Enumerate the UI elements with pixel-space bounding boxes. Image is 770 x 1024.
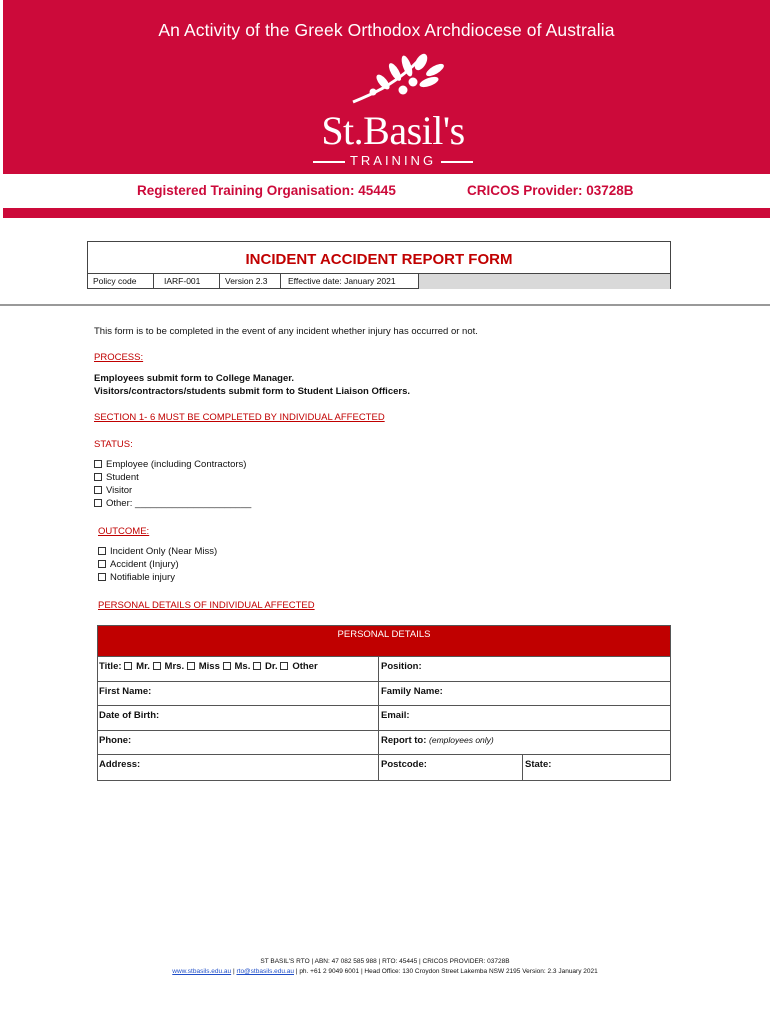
table-row — [98, 731, 670, 756]
policy-code-label: Policy code — [88, 274, 154, 289]
status-option-visitor[interactable] — [94, 484, 132, 497]
olive-branch-icon — [303, 52, 483, 112]
report-to-field[interactable] — [379, 731, 494, 755]
checkbox[interactable] — [280, 662, 288, 670]
policy-row — [88, 273, 670, 288]
footer-line-1: ST BASIL'S RTO | ABN: 47 082 585 988 | RTO: 45445 | CRICOS PROVIDER: 03728B — [260, 958, 510, 965]
state-field[interactable]: State: — [525, 759, 552, 770]
website-link[interactable]: www.stbasils.edu.au — [172, 968, 232, 975]
process-line-1: Employees submit form to College Manager. — [94, 373, 295, 384]
checkbox[interactable] — [98, 560, 106, 568]
personal-details-table — [97, 625, 671, 781]
family-name-field[interactable]: Family Name: — [381, 685, 443, 697]
option-label: Dr. — [264, 661, 278, 672]
option-label: Mrs. — [164, 661, 185, 672]
address-field[interactable]: Address: — [98, 755, 379, 780]
position-field[interactable]: Position: — [381, 661, 422, 672]
outcome-option-notifiable[interactable] — [98, 571, 175, 584]
option-label: Accident (Injury) — [110, 559, 179, 570]
version: Version 2.3 — [220, 274, 281, 289]
option-label: Incident Only (Near Miss) — [110, 546, 218, 557]
checkbox[interactable] — [94, 486, 102, 494]
first-name-field[interactable]: First Name: — [98, 682, 379, 706]
status-heading: STATUS: — [94, 439, 133, 450]
phone-field[interactable]: Phone: — [98, 731, 379, 755]
checkbox[interactable] — [94, 499, 102, 507]
checkbox[interactable] — [223, 662, 231, 670]
checkbox[interactable] — [153, 662, 161, 670]
status-option-employee[interactable] — [94, 458, 246, 471]
option-label: Employee (including Contractors) — [106, 459, 247, 470]
table-row — [98, 755, 670, 780]
checkbox[interactable] — [98, 573, 106, 581]
table-row — [98, 682, 670, 707]
checkbox[interactable] — [187, 662, 195, 670]
email-link[interactable]: rto@stbasils.edu.au — [236, 968, 295, 975]
outcome-heading: OUTCOME: — [98, 526, 150, 537]
table-header: PERSONAL DETAILS — [98, 626, 670, 657]
form-title-box — [87, 241, 671, 289]
logo-subtitle: TRAINING — [349, 153, 437, 168]
personal-details-heading: PERSONAL DETAILS OF INDIVIDUAL AFFECTED — [98, 600, 315, 611]
footer-line-2 — [0, 968, 770, 975]
divider — [0, 304, 770, 306]
process-heading: PROCESS: — [94, 352, 144, 363]
checkbox[interactable] — [94, 473, 102, 481]
postcode-field[interactable]: Postcode: — [379, 755, 523, 780]
tagline: An Activity of the Greek Orthodox Archdiocese of Australia — [158, 20, 615, 40]
policy-row-fill — [419, 274, 670, 289]
field-label: Title: — [99, 661, 122, 672]
field-hint: (employees only) — [429, 734, 494, 745]
checkbox[interactable] — [253, 662, 261, 670]
header-strip — [3, 208, 770, 218]
checkbox[interactable] — [94, 460, 102, 468]
form-title: INCIDENT ACCIDENT REPORT FORM — [245, 251, 513, 268]
status-option-other[interactable] — [94, 497, 251, 510]
header-banner — [3, 0, 770, 174]
st-basils-logo — [303, 52, 483, 172]
option-label: Visitor — [106, 485, 133, 496]
title-field[interactable] — [98, 657, 379, 681]
option-label: Other: ______________________ — [106, 498, 252, 509]
dob-field[interactable]: Date of Birth: — [98, 706, 379, 730]
effective-date: Effective date: January 2021 — [281, 274, 419, 289]
cricos-number: CRICOS Provider: 03728B — [467, 183, 634, 198]
option-label: Ms. — [234, 661, 251, 672]
field-label: Report to: — [381, 734, 427, 746]
table-row — [98, 706, 670, 731]
registration-row — [0, 183, 770, 203]
footer-contact: | ph. +61 2 9049 6001 | Head Office: 130 Croydon Street Lakemba NSW 2195 Version: 2.3 January 2021 — [294, 968, 598, 975]
rto-number: Registered Training Organisation: 45445 — [137, 183, 396, 198]
status-option-student[interactable] — [94, 471, 139, 484]
option-label: Notifiable injury — [110, 572, 175, 583]
outcome-option-incident[interactable] — [98, 545, 217, 558]
footer-separator: | — [231, 968, 237, 975]
checkbox[interactable] — [98, 547, 106, 555]
option-label: Mr. — [136, 661, 150, 672]
logo-rule-right — [441, 161, 473, 163]
logo-wordmark: St.Basil's — [321, 108, 465, 153]
option-label: Other — [292, 661, 318, 672]
table-row — [98, 657, 670, 682]
intro-text: This form is to be completed in the event of any incident whether injury has occurred or not. — [94, 326, 478, 337]
email-field[interactable]: Email: — [381, 710, 410, 721]
policy-code-value: IARF-001 — [154, 274, 220, 289]
section-note: SECTION 1- 6 MUST BE COMPLETED BY INDIVIDUAL AFFECTED — [94, 412, 385, 423]
option-label: Miss — [198, 661, 220, 672]
option-label: Student — [106, 472, 139, 483]
outcome-option-accident[interactable] — [98, 558, 179, 571]
process-line-2: Visitors/contractors/students submit form to Student Liaison Officers. — [94, 386, 411, 397]
checkbox[interactable] — [124, 662, 132, 670]
